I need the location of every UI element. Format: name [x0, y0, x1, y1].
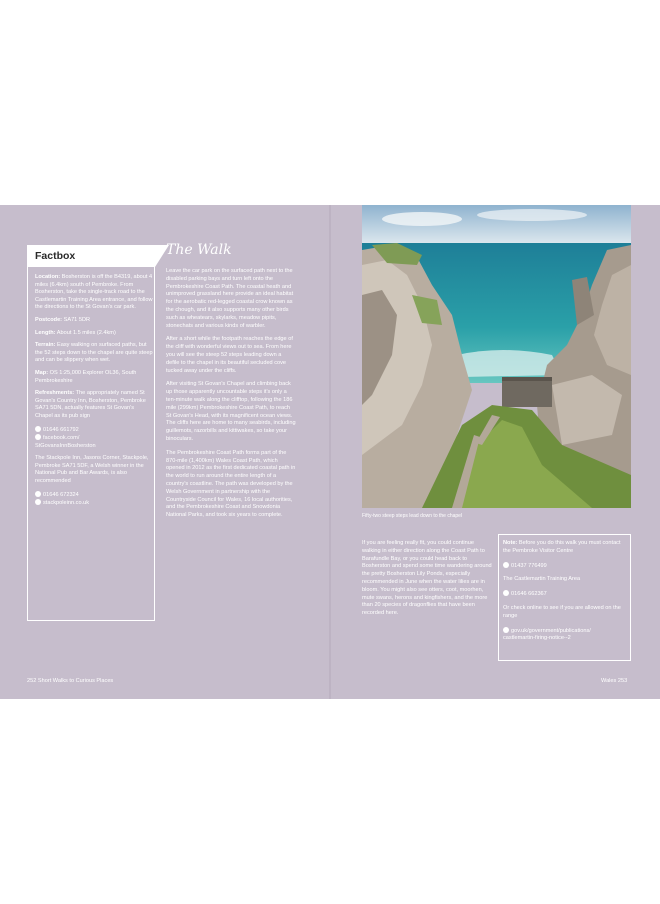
note-phone-2: 01646 662367 [503, 590, 628, 599]
factbox-length: Length: About 1.5 miles (2.4km) [35, 329, 116, 336]
factbox-map: Map: OS 1:25,000 Explorer OL36, South Pembrokeshire [35, 369, 137, 384]
note-body [503, 540, 628, 649]
factbox [27, 245, 155, 621]
factbox-location: Location: Bosherston is off the B4319, about 4 miles (6.4km) south of Pembroke. From Bosherston, take the single-track road to the Castlemartin Training Area entrance, and follow the directions to the St Govan's car park. [35, 274, 153, 311]
factbox-body [35, 274, 153, 513]
web-icon [35, 499, 41, 505]
inn-facebook-link-cont[interactable]: StGovansInnBosherston [35, 442, 96, 449]
note-web [503, 627, 628, 644]
note-area: The Castlemartin Training Area [503, 576, 581, 583]
factbox-terrain: Terrain: Easy walking on surfaced paths, but the 52 steps down to the chapel are quite steep and can be slippery when wet. [35, 342, 153, 364]
note-phone-1: 01437 776499 [503, 562, 628, 571]
walk-paragraph: If you are feeling really fit, you could continue walking in either direction along the Coast Path to Barafundle Bay, or you could head back to Bosherston and spend some time wandering around the pretty Bosherston Lily Ponds, especially recommended in June when the water lilies are in bloom. You might also see otters, coot, moorhen, mute swans, herons and kingfishers, and the more than 20 species of dragonflies that have been recorded here. [362, 540, 492, 617]
walk-paragraph: After visiting St Govan's Chapel and climbing back up those apparently uncountable steps it's only a ten-minute walk along the clifftop, following the 186 mile (299km) Pembrokeshire Coast Path, to reach St Govan's Head, with its magnificent ocean views. The cliffs here are home to many seabirds, including guillemots, razorbills and kittiwakes, so take your binoculars. [166, 381, 296, 442]
phone-icon [503, 590, 509, 596]
walk-column-1 [166, 268, 296, 526]
factbox-stackpole: The Stackpole Inn, Jasons Corner, Stackpole, Pembroke SA71 5DF, a Welsh winner in the National Pub and Bar Awards, is also recommended [35, 455, 149, 485]
gov-link-cont[interactable]: castlemartin-firing-notice--2 [503, 635, 571, 642]
chapel-steps-photo [362, 205, 631, 508]
walk-paragraph: The Pembrokeshire Coast Path forms part of the 870-mile (1,400km) Wales Coast Path, which opened in 2012 as the first dedicated coastal path in the world to run around the entire length of a country's coastline. The path was developed by the Welsh Government in partnership with the Countryside Council for Wales, 16 local authorities, and the Pembrokeshire Coast and Snowdonia National Parks, and took six years to complete. [166, 449, 296, 519]
photo-caption: Fifty-two steep steps lead down to the chapel [362, 513, 463, 519]
phone-icon [35, 491, 41, 497]
folio-right: Wales 253 [601, 678, 628, 684]
factbox-refreshments: Refreshments: The appropriately named St Govan's Country Inn, Bosherston, Pembroke SA71 5DN, actually features St Govan's Chapel as its pub sign [35, 390, 146, 419]
factbox-postcode: Postcode: SA71 5DR [35, 316, 91, 323]
factbox-inn-contacts: 01646 661792 facebook.com/ StGovansInnBosherston [35, 426, 96, 449]
factbox-title: Factbox [35, 250, 76, 262]
inn-facebook-link[interactable]: facebook.com/ [43, 435, 80, 442]
walk-column-3 [362, 540, 492, 624]
factbox-stackpole-contacts: 01646 672324 stackpoleinn.co.uk [35, 491, 153, 508]
note-box [498, 534, 631, 661]
folio-left: 252 Short Walks to Curious Places [27, 678, 114, 684]
gov-link[interactable]: gov.uk/government/publications/ [511, 627, 591, 634]
note-check: Or check online to see if you are allowed on the range [503, 604, 621, 619]
note-intro: Note: Before you do this walk you must contact the Pembroke Visitor Centre [503, 540, 621, 554]
phone-icon [35, 426, 41, 432]
phone-icon [503, 562, 509, 568]
cliff-photo-illustration [362, 205, 631, 508]
walk-paragraph: Leave the car park on the surfaced path next to the disabled parking bays and turn left onto the Pembrokeshire Coast Path. The coastal heath and unimproved grassland here provide an ideal habitat for the aerobatic red-legged coastal crow known as the chough, and it also supports many other birds such as wheatears, skylarks, meadow pipits, stonechats and various kinds of warbler. [166, 268, 294, 329]
page-gutter [329, 205, 331, 699]
web-icon [503, 627, 509, 633]
web-icon [35, 434, 41, 440]
stackpole-web-link[interactable]: stackpoleinn.co.uk [43, 500, 90, 507]
walk-heading: The Walk [166, 242, 232, 258]
walk-paragraph: After a short while the footpath reaches the edge of the cliff with wonderful views out to sea. From here you will see the steep 52 steps leading down a defile to the chapel in its beautiful secluded cove tucked away under the cliffs. [166, 336, 293, 374]
